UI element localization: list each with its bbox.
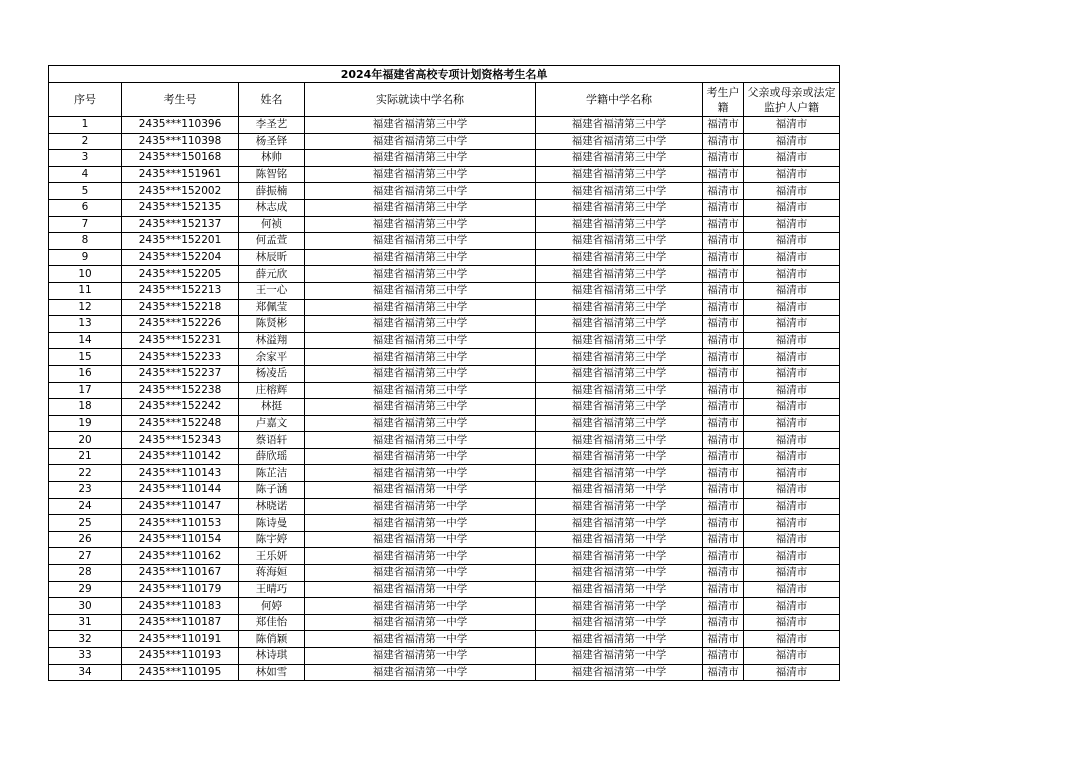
cell-actual-school: 福建省福清第一中学 xyxy=(305,548,536,565)
cell-exam-number: 2435***110187 xyxy=(122,614,239,631)
cell-guardian-hukou: 福清市 xyxy=(744,482,840,499)
cell-candidate-hukou: 福清市 xyxy=(703,183,744,200)
cell-index: 8 xyxy=(49,233,122,250)
cell-name: 陈子涵 xyxy=(239,482,305,499)
cell-actual-school: 福建省福清第三中学 xyxy=(305,183,536,200)
cell-actual-school: 福建省福清第三中学 xyxy=(305,233,536,250)
cell-guardian-hukou: 福清市 xyxy=(744,515,840,532)
table-row xyxy=(49,432,840,449)
table-row xyxy=(49,365,840,382)
cell-actual-school: 福建省福清第一中学 xyxy=(305,448,536,465)
cell-registered-school: 福建省福清第三中学 xyxy=(536,233,703,250)
cell-index: 13 xyxy=(49,316,122,333)
cell-index: 5 xyxy=(49,183,122,200)
cell-actual-school: 福建省福清第一中学 xyxy=(305,631,536,648)
cell-guardian-hukou: 福清市 xyxy=(744,133,840,150)
cell-candidate-hukou: 福清市 xyxy=(703,117,744,134)
cell-guardian-hukou: 福清市 xyxy=(744,548,840,565)
table-row xyxy=(49,166,840,183)
cell-index: 27 xyxy=(49,548,122,565)
cell-actual-school: 福建省福清第三中学 xyxy=(305,332,536,349)
cell-registered-school: 福建省福清第三中学 xyxy=(536,399,703,416)
cell-registered-school: 福建省福清第三中学 xyxy=(536,349,703,366)
cell-guardian-hukou: 福清市 xyxy=(744,448,840,465)
cell-index: 30 xyxy=(49,598,122,615)
cell-guardian-hukou: 福清市 xyxy=(744,150,840,167)
cell-registered-school: 福建省福清第三中学 xyxy=(536,299,703,316)
cell-registered-school: 福建省福清第一中学 xyxy=(536,482,703,499)
col-header-name: 姓名 xyxy=(239,83,305,117)
table-row xyxy=(49,216,840,233)
cell-registered-school: 福建省福清第三中学 xyxy=(536,166,703,183)
cell-guardian-hukou: 福清市 xyxy=(744,399,840,416)
cell-actual-school: 福建省福清第一中学 xyxy=(305,465,536,482)
cell-candidate-hukou: 福清市 xyxy=(703,133,744,150)
cell-index: 19 xyxy=(49,415,122,432)
cell-candidate-hukou: 福清市 xyxy=(703,498,744,515)
cell-actual-school: 福建省福清第三中学 xyxy=(305,216,536,233)
cell-exam-number: 2435***152242 xyxy=(122,399,239,416)
cell-exam-number: 2435***110398 xyxy=(122,133,239,150)
cell-guardian-hukou: 福清市 xyxy=(744,365,840,382)
cell-guardian-hukou: 福清市 xyxy=(744,565,840,582)
cell-candidate-hukou: 福清市 xyxy=(703,664,744,681)
cell-name: 林诗琪 xyxy=(239,648,305,665)
col-header-candidate-hukou: 考生户籍 xyxy=(703,83,744,117)
table-row xyxy=(49,565,840,582)
cell-candidate-hukou: 福清市 xyxy=(703,166,744,183)
cell-actual-school: 福建省福清第三中学 xyxy=(305,117,536,134)
cell-actual-school: 福建省福清第一中学 xyxy=(305,515,536,532)
cell-index: 12 xyxy=(49,299,122,316)
cell-registered-school: 福建省福清第三中学 xyxy=(536,133,703,150)
cell-index: 17 xyxy=(49,382,122,399)
cell-guardian-hukou: 福清市 xyxy=(744,382,840,399)
cell-name: 何婷 xyxy=(239,598,305,615)
cell-candidate-hukou: 福清市 xyxy=(703,365,744,382)
cell-name: 郑佩莹 xyxy=(239,299,305,316)
cell-registered-school: 福建省福清第一中学 xyxy=(536,598,703,615)
cell-actual-school: 福建省福清第一中学 xyxy=(305,648,536,665)
cell-candidate-hukou: 福清市 xyxy=(703,515,744,532)
cell-name: 陈智铭 xyxy=(239,166,305,183)
cell-name: 陈宇婷 xyxy=(239,531,305,548)
table-row xyxy=(49,482,840,499)
cell-candidate-hukou: 福清市 xyxy=(703,382,744,399)
cell-name: 王晴巧 xyxy=(239,581,305,598)
cell-registered-school: 福建省福清第一中学 xyxy=(536,498,703,515)
cell-candidate-hukou: 福清市 xyxy=(703,299,744,316)
cell-exam-number: 2435***110162 xyxy=(122,548,239,565)
table-row xyxy=(49,316,840,333)
cell-registered-school: 福建省福清第三中学 xyxy=(536,150,703,167)
table-row xyxy=(49,664,840,681)
cell-registered-school: 福建省福清第一中学 xyxy=(536,515,703,532)
cell-guardian-hukou: 福清市 xyxy=(744,648,840,665)
cell-guardian-hukou: 福清市 xyxy=(744,465,840,482)
cell-name: 余家平 xyxy=(239,349,305,366)
cell-name: 何孟萱 xyxy=(239,233,305,250)
cell-actual-school: 福建省福清第三中学 xyxy=(305,415,536,432)
cell-name: 薛欣瑶 xyxy=(239,448,305,465)
cell-actual-school: 福建省福清第三中学 xyxy=(305,399,536,416)
cell-registered-school: 福建省福清第三中学 xyxy=(536,266,703,283)
cell-index: 6 xyxy=(49,199,122,216)
table-row xyxy=(49,332,840,349)
cell-actual-school: 福建省福清第一中学 xyxy=(305,482,536,499)
cell-name: 林如雪 xyxy=(239,664,305,681)
cell-index: 10 xyxy=(49,266,122,283)
table-row xyxy=(49,183,840,200)
cell-guardian-hukou: 福清市 xyxy=(744,233,840,250)
col-header-guardian-hukou: 父亲或母亲或法定监护人户籍 xyxy=(744,83,840,117)
table-row xyxy=(49,266,840,283)
cell-registered-school: 福建省福清第三中学 xyxy=(536,199,703,216)
cell-candidate-hukou: 福清市 xyxy=(703,581,744,598)
cell-registered-school: 福建省福清第三中学 xyxy=(536,282,703,299)
cell-name: 杨凌岳 xyxy=(239,365,305,382)
cell-guardian-hukou: 福清市 xyxy=(744,199,840,216)
cell-candidate-hukou: 福清市 xyxy=(703,233,744,250)
cell-guardian-hukou: 福清市 xyxy=(744,631,840,648)
cell-registered-school: 福建省福清第一中学 xyxy=(536,631,703,648)
cell-name: 陈诗曼 xyxy=(239,515,305,532)
cell-index: 18 xyxy=(49,399,122,416)
cell-index: 33 xyxy=(49,648,122,665)
cell-guardian-hukou: 福清市 xyxy=(744,266,840,283)
cell-guardian-hukou: 福清市 xyxy=(744,614,840,631)
cell-index: 24 xyxy=(49,498,122,515)
cell-index: 4 xyxy=(49,166,122,183)
cell-exam-number: 2435***152343 xyxy=(122,432,239,449)
cell-guardian-hukou: 福清市 xyxy=(744,664,840,681)
cell-exam-number: 2435***152213 xyxy=(122,282,239,299)
cell-registered-school: 福建省福清第三中学 xyxy=(536,216,703,233)
cell-actual-school: 福建省福清第一中学 xyxy=(305,581,536,598)
cell-candidate-hukou: 福清市 xyxy=(703,631,744,648)
cell-name: 何祯 xyxy=(239,216,305,233)
table-row xyxy=(49,415,840,432)
cell-actual-school: 福建省福清第一中学 xyxy=(305,498,536,515)
cell-name: 蔡语轩 xyxy=(239,432,305,449)
cell-actual-school: 福建省福清第一中学 xyxy=(305,598,536,615)
table-row xyxy=(49,133,840,150)
cell-actual-school: 福建省福清第三中学 xyxy=(305,316,536,333)
cell-exam-number: 2435***110195 xyxy=(122,664,239,681)
cell-registered-school: 福建省福清第三中学 xyxy=(536,415,703,432)
cell-exam-number: 2435***152205 xyxy=(122,266,239,283)
cell-guardian-hukou: 福清市 xyxy=(744,581,840,598)
table-row xyxy=(49,614,840,631)
cell-name: 郑佳怡 xyxy=(239,614,305,631)
cell-exam-number: 2435***152233 xyxy=(122,349,239,366)
cell-actual-school: 福建省福清第三中学 xyxy=(305,365,536,382)
cell-candidate-hukou: 福清市 xyxy=(703,531,744,548)
cell-exam-number: 2435***152237 xyxy=(122,365,239,382)
cell-index: 3 xyxy=(49,150,122,167)
cell-actual-school: 福建省福清第三中学 xyxy=(305,266,536,283)
cell-candidate-hukou: 福清市 xyxy=(703,150,744,167)
table-row xyxy=(49,233,840,250)
candidate-list-table xyxy=(48,65,840,681)
cell-index: 32 xyxy=(49,631,122,648)
cell-name: 林晓诺 xyxy=(239,498,305,515)
table-row xyxy=(49,349,840,366)
cell-guardian-hukou: 福清市 xyxy=(744,349,840,366)
cell-registered-school: 福建省福清第三中学 xyxy=(536,316,703,333)
cell-registered-school: 福建省福清第一中学 xyxy=(536,565,703,582)
cell-actual-school: 福建省福清第一中学 xyxy=(305,664,536,681)
cell-candidate-hukou: 福清市 xyxy=(703,415,744,432)
table-row xyxy=(49,531,840,548)
cell-exam-number: 2435***152248 xyxy=(122,415,239,432)
cell-actual-school: 福建省福清第三中学 xyxy=(305,299,536,316)
col-header-registered-school: 学籍中学名称 xyxy=(536,83,703,117)
cell-name: 陈贤彬 xyxy=(239,316,305,333)
cell-name: 薛振楠 xyxy=(239,183,305,200)
cell-name: 庄榕辉 xyxy=(239,382,305,399)
cell-exam-number: 2435***152137 xyxy=(122,216,239,233)
cell-guardian-hukou: 福清市 xyxy=(744,498,840,515)
cell-index: 9 xyxy=(49,249,122,266)
col-header-index: 序号 xyxy=(49,83,122,117)
cell-name: 蒋海姮 xyxy=(239,565,305,582)
cell-candidate-hukou: 福清市 xyxy=(703,465,744,482)
cell-name: 王乐妍 xyxy=(239,548,305,565)
cell-index: 28 xyxy=(49,565,122,582)
cell-name: 杨圣铎 xyxy=(239,133,305,150)
cell-candidate-hukou: 福清市 xyxy=(703,249,744,266)
cell-candidate-hukou: 福清市 xyxy=(703,432,744,449)
cell-exam-number: 2435***110193 xyxy=(122,648,239,665)
cell-candidate-hukou: 福清市 xyxy=(703,565,744,582)
cell-actual-school: 福建省福清第一中学 xyxy=(305,565,536,582)
cell-index: 23 xyxy=(49,482,122,499)
cell-guardian-hukou: 福清市 xyxy=(744,432,840,449)
cell-index: 14 xyxy=(49,332,122,349)
cell-index: 16 xyxy=(49,365,122,382)
cell-exam-number: 2435***152218 xyxy=(122,299,239,316)
cell-registered-school: 福建省福清第一中学 xyxy=(536,614,703,631)
table-row xyxy=(49,299,840,316)
table-row xyxy=(49,448,840,465)
table-row xyxy=(49,199,840,216)
cell-actual-school: 福建省福清第三中学 xyxy=(305,133,536,150)
cell-candidate-hukou: 福清市 xyxy=(703,266,744,283)
cell-guardian-hukou: 福清市 xyxy=(744,415,840,432)
cell-index: 29 xyxy=(49,581,122,598)
cell-exam-number: 2435***110183 xyxy=(122,598,239,615)
cell-guardian-hukou: 福清市 xyxy=(744,117,840,134)
col-header-exam-number: 考生号 xyxy=(122,83,239,117)
table-row xyxy=(49,548,840,565)
cell-candidate-hukou: 福清市 xyxy=(703,482,744,499)
cell-index: 21 xyxy=(49,448,122,465)
table-row xyxy=(49,498,840,515)
cell-exam-number: 2435***152204 xyxy=(122,249,239,266)
cell-registered-school: 福建省福清第一中学 xyxy=(536,548,703,565)
cell-index: 20 xyxy=(49,432,122,449)
cell-exam-number: 2435***110147 xyxy=(122,498,239,515)
cell-exam-number: 2435***110179 xyxy=(122,581,239,598)
cell-registered-school: 福建省福清第一中学 xyxy=(536,664,703,681)
cell-exam-number: 2435***110142 xyxy=(122,448,239,465)
header-row xyxy=(49,83,840,117)
cell-candidate-hukou: 福清市 xyxy=(703,199,744,216)
cell-registered-school: 福建省福清第三中学 xyxy=(536,117,703,134)
cell-exam-number: 2435***110143 xyxy=(122,465,239,482)
cell-registered-school: 福建省福清第三中学 xyxy=(536,432,703,449)
cell-registered-school: 福建省福清第一中学 xyxy=(536,648,703,665)
table-row xyxy=(49,249,840,266)
cell-name: 林辰昕 xyxy=(239,249,305,266)
cell-candidate-hukou: 福清市 xyxy=(703,316,744,333)
cell-candidate-hukou: 福清市 xyxy=(703,648,744,665)
cell-name: 薛元欣 xyxy=(239,266,305,283)
cell-guardian-hukou: 福清市 xyxy=(744,183,840,200)
cell-index: 11 xyxy=(49,282,122,299)
cell-name: 林志成 xyxy=(239,199,305,216)
cell-actual-school: 福建省福清第三中学 xyxy=(305,382,536,399)
cell-actual-school: 福建省福清第三中学 xyxy=(305,282,536,299)
table-row xyxy=(49,282,840,299)
cell-index: 2 xyxy=(49,133,122,150)
cell-candidate-hukou: 福清市 xyxy=(703,282,744,299)
cell-registered-school: 福建省福清第三中学 xyxy=(536,332,703,349)
table-row xyxy=(49,631,840,648)
table-row xyxy=(49,382,840,399)
table-row xyxy=(49,465,840,482)
table-row xyxy=(49,150,840,167)
cell-guardian-hukou: 福清市 xyxy=(744,316,840,333)
cell-index: 1 xyxy=(49,117,122,134)
cell-guardian-hukou: 福清市 xyxy=(744,299,840,316)
cell-candidate-hukou: 福清市 xyxy=(703,216,744,233)
cell-exam-number: 2435***152002 xyxy=(122,183,239,200)
table-title: 2024年福建省高校专项计划资格考生名单 xyxy=(49,66,840,83)
cell-name: 陈俏颖 xyxy=(239,631,305,648)
cell-exam-number: 2435***151961 xyxy=(122,166,239,183)
table-row xyxy=(49,117,840,134)
cell-actual-school: 福建省福清第三中学 xyxy=(305,150,536,167)
cell-name: 卢嘉文 xyxy=(239,415,305,432)
cell-candidate-hukou: 福清市 xyxy=(703,548,744,565)
cell-exam-number: 2435***110396 xyxy=(122,117,239,134)
cell-candidate-hukou: 福清市 xyxy=(703,448,744,465)
cell-actual-school: 福建省福清第三中学 xyxy=(305,349,536,366)
cell-candidate-hukou: 福清市 xyxy=(703,399,744,416)
cell-registered-school: 福建省福清第三中学 xyxy=(536,365,703,382)
cell-name: 李圣艺 xyxy=(239,117,305,134)
cell-registered-school: 福建省福清第三中学 xyxy=(536,382,703,399)
table-row xyxy=(49,399,840,416)
cell-exam-number: 2435***110153 xyxy=(122,515,239,532)
cell-candidate-hukou: 福清市 xyxy=(703,614,744,631)
cell-name: 林溢翔 xyxy=(239,332,305,349)
cell-actual-school: 福建省福清第三中学 xyxy=(305,166,536,183)
cell-index: 34 xyxy=(49,664,122,681)
cell-exam-number: 2435***110154 xyxy=(122,531,239,548)
cell-candidate-hukou: 福清市 xyxy=(703,598,744,615)
cell-guardian-hukou: 福清市 xyxy=(744,216,840,233)
cell-exam-number: 2435***110144 xyxy=(122,482,239,499)
cell-actual-school: 福建省福清第三中学 xyxy=(305,432,536,449)
cell-guardian-hukou: 福清市 xyxy=(744,166,840,183)
cell-exam-number: 2435***150168 xyxy=(122,150,239,167)
cell-index: 22 xyxy=(49,465,122,482)
table-row xyxy=(49,581,840,598)
cell-actual-school: 福建省福清第三中学 xyxy=(305,249,536,266)
col-header-actual-school: 实际就读中学名称 xyxy=(305,83,536,117)
cell-name: 陈芷洁 xyxy=(239,465,305,482)
cell-actual-school: 福建省福清第一中学 xyxy=(305,614,536,631)
table-row xyxy=(49,598,840,615)
cell-index: 31 xyxy=(49,614,122,631)
cell-guardian-hukou: 福清市 xyxy=(744,249,840,266)
cell-exam-number: 2435***152226 xyxy=(122,316,239,333)
table-body xyxy=(49,117,840,681)
cell-index: 26 xyxy=(49,531,122,548)
cell-registered-school: 福建省福清第一中学 xyxy=(536,465,703,482)
cell-index: 7 xyxy=(49,216,122,233)
cell-actual-school: 福建省福清第一中学 xyxy=(305,531,536,548)
cell-exam-number: 2435***110167 xyxy=(122,565,239,582)
cell-exam-number: 2435***110191 xyxy=(122,631,239,648)
cell-exam-number: 2435***152231 xyxy=(122,332,239,349)
cell-exam-number: 2435***152135 xyxy=(122,199,239,216)
cell-index: 15 xyxy=(49,349,122,366)
cell-guardian-hukou: 福清市 xyxy=(744,282,840,299)
table-row xyxy=(49,648,840,665)
cell-registered-school: 福建省福清第一中学 xyxy=(536,531,703,548)
cell-candidate-hukou: 福清市 xyxy=(703,332,744,349)
cell-index: 25 xyxy=(49,515,122,532)
cell-guardian-hukou: 福清市 xyxy=(744,332,840,349)
cell-registered-school: 福建省福清第三中学 xyxy=(536,183,703,200)
cell-candidate-hukou: 福清市 xyxy=(703,349,744,366)
cell-exam-number: 2435***152238 xyxy=(122,382,239,399)
cell-name: 林挺 xyxy=(239,399,305,416)
cell-guardian-hukou: 福清市 xyxy=(744,531,840,548)
table-row xyxy=(49,515,840,532)
cell-exam-number: 2435***152201 xyxy=(122,233,239,250)
cell-registered-school: 福建省福清第一中学 xyxy=(536,581,703,598)
cell-registered-school: 福建省福清第一中学 xyxy=(536,448,703,465)
cell-name: 王一心 xyxy=(239,282,305,299)
cell-actual-school: 福建省福清第三中学 xyxy=(305,199,536,216)
cell-guardian-hukou: 福清市 xyxy=(744,598,840,615)
cell-registered-school: 福建省福清第三中学 xyxy=(536,249,703,266)
cell-name: 林帅 xyxy=(239,150,305,167)
